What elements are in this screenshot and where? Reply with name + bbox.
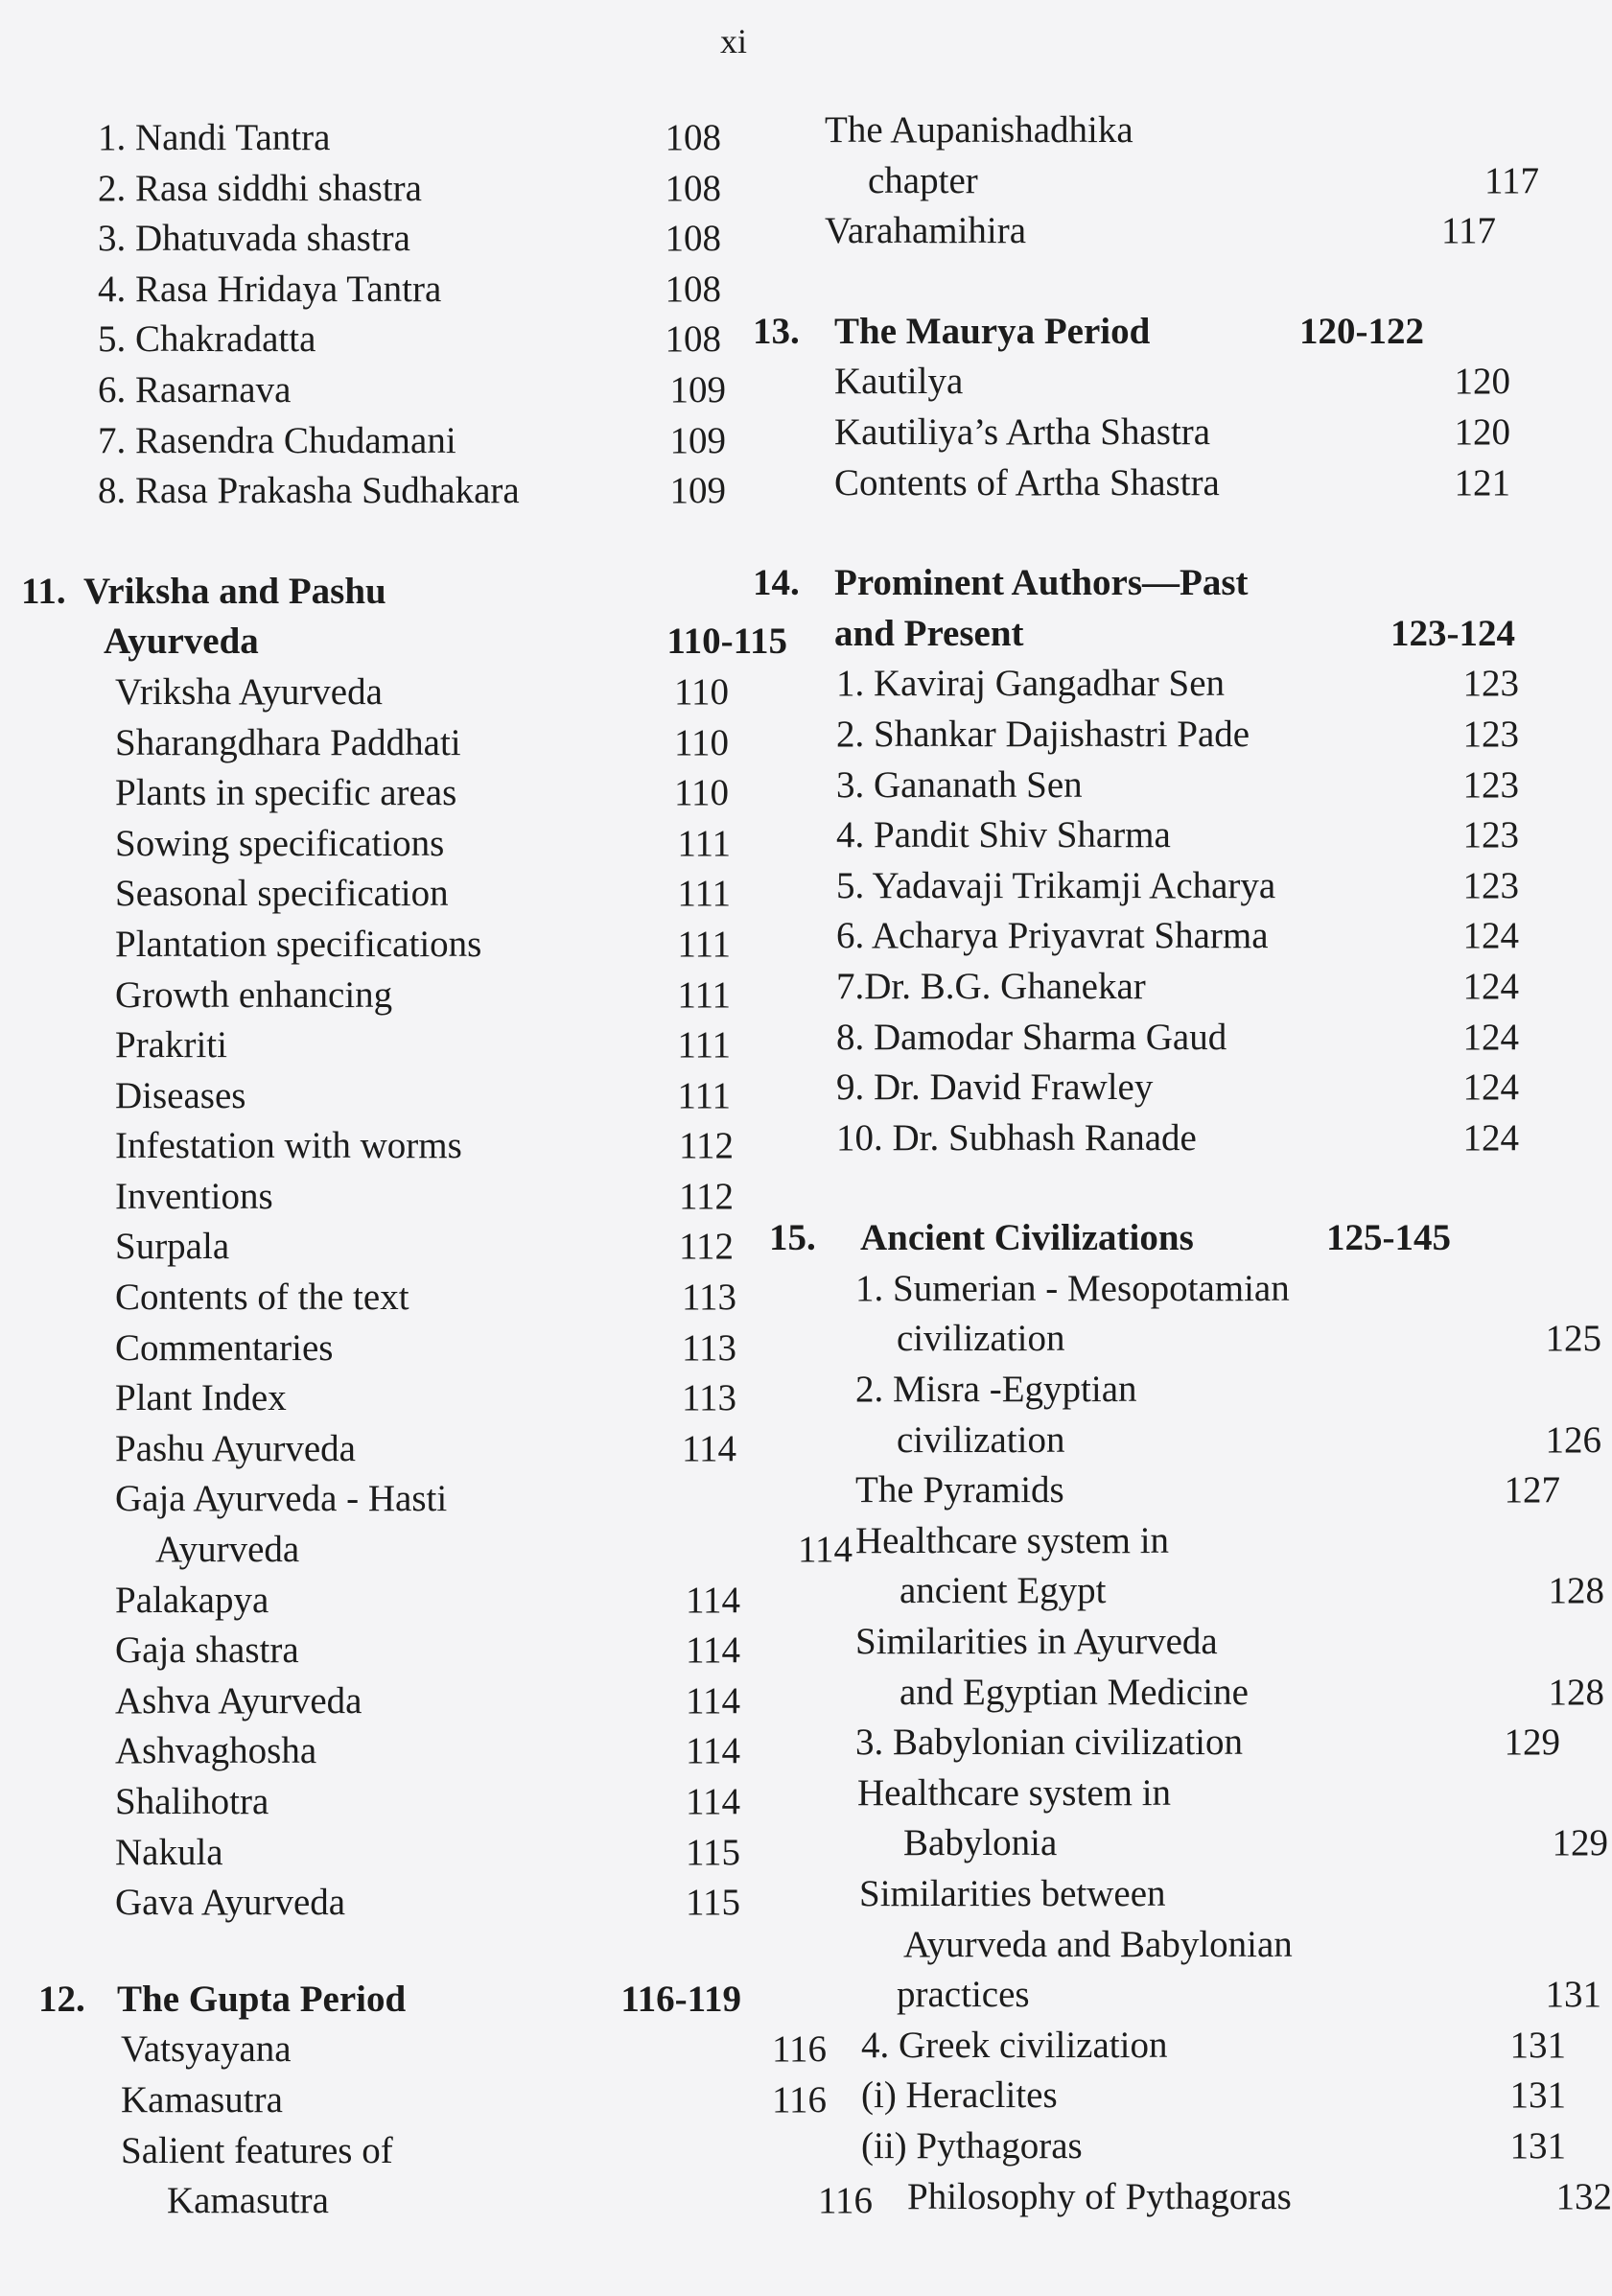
- entry-page: 114: [685, 1730, 740, 1772]
- entry-title: Varahamihira: [825, 210, 1027, 252]
- entry-title: 8. Rasa Prakasha Sudhakara: [98, 470, 520, 512]
- entry-page: 109: [669, 368, 726, 410]
- section-title: Ancient Civilizations: [860, 1217, 1194, 1259]
- entry-title: Kautiliya’s Artha Shastra: [834, 410, 1211, 453]
- entry-title: 6. Rasarnava: [98, 368, 292, 410]
- toc-entry: [748, 206, 1496, 257]
- entry-title: 9. Dr. David Frawley: [836, 1066, 1154, 1109]
- section-pages: 120-122: [1299, 310, 1424, 352]
- entry-page: 116: [817, 2180, 873, 2222]
- entry-title: Surpala: [115, 1226, 230, 1268]
- entry-title-line1: Similarities between: [859, 1873, 1166, 1914]
- entry-title: 4. Greek civilization: [861, 2024, 1168, 2066]
- entry-page: 111: [677, 1024, 731, 1066]
- entry-title: Vriksha Ayurveda: [115, 670, 383, 713]
- toc-entry-continuation: [748, 1416, 1601, 1466]
- entry-page: 115: [685, 1882, 740, 1924]
- toc-entry-continuation: [21, 1525, 853, 1576]
- section-title-line1: Prominent Authors—Past: [834, 562, 1249, 604]
- entry-title: 5. Yadavaji Trikamji Acharya: [836, 864, 1276, 906]
- section-pages: 116-119: [620, 1978, 741, 2020]
- entry-title: Prakriti: [115, 1024, 227, 1066]
- section-title-line1: Vriksha and Pashu: [83, 570, 386, 612]
- toc-entry: [21, 365, 726, 416]
- entry-page: 131: [1509, 2074, 1566, 2117]
- section-11: [21, 567, 853, 1929]
- gupta-continued: [748, 105, 1539, 257]
- toc-entry-multiline: [21, 2126, 827, 2177]
- entry-title: Nakula: [115, 1831, 223, 1873]
- entry-title: Pashu Ayurveda: [115, 1427, 356, 1469]
- section-title-line2: and Present: [834, 612, 1024, 654]
- entry-page: 114: [685, 1629, 740, 1672]
- toc-entry: [21, 1424, 736, 1475]
- toc-entry: [21, 265, 721, 316]
- toc-entry-continuation: [748, 1314, 1601, 1365]
- entry-title: 1. Nandi Tantra: [98, 117, 331, 158]
- entry-page: 123: [1462, 864, 1519, 906]
- entry-page: 112: [678, 1226, 734, 1268]
- toc-entry-continuation: [748, 1566, 1604, 1617]
- entry-title: 5. Chakradatta: [98, 318, 316, 361]
- entry-title-line1: Similarities in Ayurveda: [855, 1621, 1218, 1663]
- toc-entry: [21, 1626, 740, 1676]
- entry-title: 7. Rasendra Chudamani: [98, 419, 456, 461]
- entry-title-line1: Gaja Ayurveda - Hasti: [115, 1478, 448, 1520]
- entry-page: 123: [1462, 713, 1519, 755]
- entry-title: 6. Acharya Priyavrat Sharma: [836, 915, 1269, 957]
- toc-entry: [748, 710, 1519, 761]
- entry-title: Philosophy of Pythagoras: [907, 2175, 1292, 2217]
- rasa-text-list: [21, 113, 726, 517]
- entry-title: Seasonal specification: [115, 873, 449, 915]
- entry-title: 3. Gananath Sen: [836, 763, 1083, 806]
- toc-entry: [21, 1172, 734, 1223]
- entry-title: 3. Babylonian civilization: [855, 1722, 1243, 1764]
- toc-entry: [21, 1878, 740, 1929]
- entry-title-line1: Salient features of: [121, 2129, 393, 2171]
- entry-page: 117: [1440, 210, 1496, 252]
- entry-title-line2: Ayurveda and Babylonian: [903, 1923, 1293, 1965]
- entry-title-line3: practices: [897, 1974, 1030, 2016]
- entry-title: Kamasutra: [121, 2078, 283, 2120]
- entry-page: 116: [771, 2028, 827, 2071]
- entry-page: 115: [685, 1831, 740, 1873]
- entry-title: 1. Kaviraj Gangadhar Sen: [836, 663, 1226, 705]
- entry-page: 108: [665, 318, 721, 361]
- toc-entry: [21, 768, 729, 819]
- toc-entry: [748, 1465, 1560, 1516]
- entry-page: 124: [1462, 1116, 1519, 1159]
- toc-entry: [21, 2075, 827, 2126]
- toc-entry: [748, 911, 1519, 962]
- entry-page: 120: [1454, 410, 1510, 453]
- entry-page: 123: [1462, 763, 1519, 806]
- entry-page: 111: [677, 822, 731, 864]
- page-number: xi: [719, 22, 747, 60]
- entry-page: 113: [681, 1377, 736, 1419]
- entry-page: 129: [1504, 1722, 1560, 1764]
- toc-entry: [748, 2021, 1566, 2072]
- entry-page: 112: [678, 1125, 734, 1167]
- toc-entry: [21, 1828, 740, 1879]
- entry-title-line2: Ayurveda: [155, 1529, 300, 1571]
- toc-entry-multiline: [21, 1474, 738, 1525]
- toc-entry: [21, 1121, 734, 1172]
- entry-page: 117: [1484, 159, 1539, 201]
- toc-entry: [21, 164, 721, 215]
- entry-page: 111: [677, 1074, 731, 1116]
- entry-title: Plant Index: [115, 1377, 287, 1419]
- entry-title-line1: 2. Misra -Egyptian: [855, 1369, 1137, 1411]
- entry-title: 8. Damodar Sharma Gaud: [836, 1016, 1227, 1058]
- toc-entry-continuation: [748, 1920, 1608, 1971]
- entry-page: 111: [677, 973, 731, 1016]
- entry-title: Contents of the text: [115, 1277, 409, 1319]
- toc-entry-multiline: [748, 1617, 1560, 1668]
- entry-page: 109: [669, 419, 726, 461]
- entry-page: 121: [1454, 461, 1510, 504]
- entry-title: 2. Rasa siddhi shastra: [98, 167, 422, 209]
- toc-entry: [748, 2071, 1566, 2121]
- toc-entry: [21, 1071, 731, 1122]
- entry-page: 111: [677, 873, 731, 915]
- toc-entry: [748, 861, 1519, 912]
- entry-page: 114: [685, 1679, 740, 1722]
- toc-entry: [21, 920, 731, 971]
- entry-page: 108: [665, 167, 721, 209]
- toc-entry: [21, 1222, 734, 1273]
- entry-title: Ashva Ayurveda: [115, 1679, 362, 1722]
- entry-title: 4. Rasa Hridaya Tantra: [98, 268, 442, 310]
- entry-title: Sowing specifications: [115, 822, 445, 864]
- toc-entry: [748, 1013, 1519, 1064]
- section-number: 11.: [21, 570, 66, 612]
- toc-left-column: [21, 113, 873, 2227]
- toc-entry: [748, 1113, 1519, 1164]
- section-13: [748, 307, 1510, 508]
- toc-entry: [21, 668, 729, 718]
- entry-title: Sharangdhara Paddhati: [115, 721, 461, 763]
- entry-page: 108: [665, 218, 721, 260]
- toc-entry-multiline: [748, 105, 1496, 156]
- entry-page: 124: [1462, 915, 1519, 957]
- entry-page: 128: [1548, 1570, 1604, 1612]
- entry-title: Vatsyayana: [121, 2028, 292, 2071]
- toc-entry-multiline: [748, 1869, 1564, 1920]
- toc-entry: [21, 718, 729, 769]
- entry-title: 2. Shankar Dajishastri Pade: [836, 713, 1250, 755]
- toc-entry: [21, 1324, 736, 1374]
- toc-entry: [748, 2172, 1612, 2223]
- toc-entry: [21, 1020, 731, 1071]
- entry-page: 124: [1462, 1016, 1519, 1058]
- section-number: 15.: [769, 1217, 816, 1259]
- toc-entry: [748, 2121, 1566, 2172]
- entry-page: 110: [673, 670, 729, 713]
- entry-title: Plantation specifications: [115, 923, 482, 965]
- entry-title: Shalihotra: [115, 1781, 269, 1822]
- section-heading-line2: [748, 609, 1515, 660]
- toc-entry-continuation: [748, 156, 1539, 207]
- entry-page: 123: [1462, 663, 1519, 705]
- toc-entry: [21, 416, 726, 467]
- entry-title: Diseases: [115, 1074, 246, 1116]
- entry-title-line2: ancient Egypt: [899, 1570, 1107, 1612]
- section-heading: [748, 307, 1424, 358]
- entry-page: 114: [681, 1427, 736, 1469]
- toc-entry: [21, 971, 731, 1021]
- section-12: [21, 1975, 873, 2227]
- entry-title: Palakapya: [115, 1579, 269, 1621]
- toc-entry: [21, 1676, 740, 1727]
- entry-title: Kautilya: [834, 361, 964, 403]
- entry-page: 108: [665, 117, 721, 158]
- entry-page: 132: [1555, 2175, 1612, 2217]
- entry-page: 129: [1552, 1822, 1608, 1864]
- section-title-line2: Ayurveda: [104, 621, 259, 663]
- toc-entry-multiline: [748, 1365, 1560, 1416]
- section-heading-line2: [21, 617, 787, 668]
- section-number: 14.: [753, 562, 800, 604]
- toc-entry: [748, 1063, 1519, 1113]
- entry-title: 4. Pandit Shiv Sharma: [836, 814, 1171, 856]
- toc-entry-multiline: [748, 1516, 1560, 1567]
- toc-entry-continuation: [748, 1668, 1604, 1719]
- toc-entry-multiline: [748, 1769, 1562, 1819]
- toc-entry: [21, 466, 726, 517]
- toc-entry: [748, 1718, 1560, 1769]
- toc-entry: [748, 357, 1510, 408]
- toc-entry: [748, 659, 1519, 710]
- toc-entry: [21, 1726, 740, 1777]
- entry-title: (i) Heraclites: [861, 2074, 1058, 2117]
- toc-entry-multiline: [748, 1264, 1560, 1315]
- entry-page: 120: [1454, 361, 1510, 403]
- toc-entry: [748, 810, 1519, 861]
- toc-entry: [21, 819, 731, 870]
- entry-title: 10. Dr. Subhash Ranade: [836, 1116, 1197, 1159]
- entry-page: 123: [1462, 814, 1519, 856]
- entry-title-line1: Healthcare system in: [855, 1519, 1170, 1561]
- entry-title: Contents of Artha Shastra: [834, 461, 1220, 504]
- toc-entry: [748, 761, 1519, 811]
- toc-entry: [748, 962, 1519, 1013]
- section-14: [748, 558, 1519, 1163]
- section-title: The Maurya Period: [834, 310, 1151, 352]
- toc-entry: [21, 2025, 827, 2075]
- entry-title-line2: Babylonia: [903, 1822, 1058, 1864]
- toc-entry: [21, 1777, 740, 1828]
- toc-entry: [748, 408, 1510, 458]
- toc-entry: [21, 315, 721, 365]
- section-pages: 125-145: [1326, 1217, 1451, 1259]
- entry-title-line1: 1. Sumerian - Mesopotamian: [855, 1267, 1290, 1309]
- section-number: 13.: [753, 310, 800, 352]
- toc-entry-continuation: [21, 2176, 873, 2227]
- section-15: [748, 1213, 1612, 2222]
- entry-title-line2: civilization: [897, 1318, 1065, 1360]
- entry-page: 131: [1509, 2124, 1566, 2167]
- section-heading: [21, 1975, 741, 2026]
- entry-title: The Pyramids: [855, 1469, 1064, 1511]
- entry-title: Gava Ayurveda: [115, 1882, 346, 1924]
- toc-entry: [21, 1373, 736, 1424]
- entry-title: 3. Dhatuvada shastra: [98, 218, 410, 260]
- entry-page: 111: [677, 923, 731, 965]
- entry-title: Ashvaghosha: [115, 1730, 317, 1772]
- section-heading: [748, 1213, 1451, 1264]
- entry-page: 124: [1462, 1066, 1519, 1109]
- section-title: The Gupta Period: [117, 1978, 407, 2020]
- entry-title-line2: Kamasutra: [167, 2180, 329, 2222]
- entry-page: 114: [685, 1781, 740, 1822]
- entry-title: Infestation with worms: [115, 1125, 462, 1167]
- section-heading: [21, 567, 654, 618]
- entry-page: 128: [1548, 1671, 1604, 1713]
- entry-page: 109: [669, 470, 726, 512]
- section-pages: 123-124: [1390, 612, 1515, 654]
- entry-page: 116: [771, 2078, 827, 2120]
- entry-title-line1: The Aupanishadhika: [825, 109, 1133, 151]
- toc-entry: [748, 458, 1510, 509]
- entry-page: 113: [681, 1277, 736, 1319]
- toc-entry: [21, 869, 731, 920]
- entry-page: 114: [797, 1529, 853, 1571]
- entry-title: 7.Dr. B.G. Ghanekar: [836, 965, 1146, 1007]
- entry-page: 131: [1509, 2024, 1566, 2066]
- entry-title: Commentaries: [115, 1326, 334, 1369]
- entry-page: 113: [681, 1326, 736, 1369]
- entry-title: Gaja shastra: [115, 1629, 299, 1672]
- entry-page: 110: [673, 721, 729, 763]
- entry-page: 131: [1545, 1974, 1601, 2016]
- toc-entry: [21, 214, 721, 265]
- entry-title-line1: Healthcare system in: [857, 1771, 1172, 1814]
- entry-title: Inventions: [115, 1175, 273, 1217]
- section-number: 12.: [38, 1978, 85, 2020]
- entry-title: (ii) Pythagoras: [861, 2124, 1083, 2167]
- toc-entry-continuation: [748, 1970, 1601, 2021]
- toc-entry: [21, 1273, 736, 1324]
- toc-entry: [21, 1576, 740, 1627]
- entry-page: 108: [665, 268, 721, 310]
- entry-title-line2: and Egyptian Medicine: [899, 1671, 1249, 1713]
- entry-title: Plants in specific areas: [115, 772, 457, 814]
- entry-title-line2: civilization: [897, 1418, 1065, 1461]
- section-heading: [748, 558, 1429, 609]
- entry-page: 112: [678, 1175, 734, 1217]
- entry-title-line2: chapter: [868, 159, 978, 201]
- entry-page: 110: [673, 772, 729, 814]
- entry-page: 126: [1545, 1418, 1601, 1461]
- toc-right-column: [748, 105, 1612, 2222]
- entry-page: 125: [1545, 1318, 1601, 1360]
- entry-page: 127: [1504, 1469, 1560, 1511]
- entry-page: 124: [1462, 965, 1519, 1007]
- section-pages: 110-115: [666, 621, 787, 663]
- entry-page: 114: [685, 1579, 740, 1621]
- entry-title: Growth enhancing: [115, 973, 393, 1016]
- toc-entry-continuation: [748, 1818, 1608, 1869]
- toc-entry: [21, 113, 721, 164]
